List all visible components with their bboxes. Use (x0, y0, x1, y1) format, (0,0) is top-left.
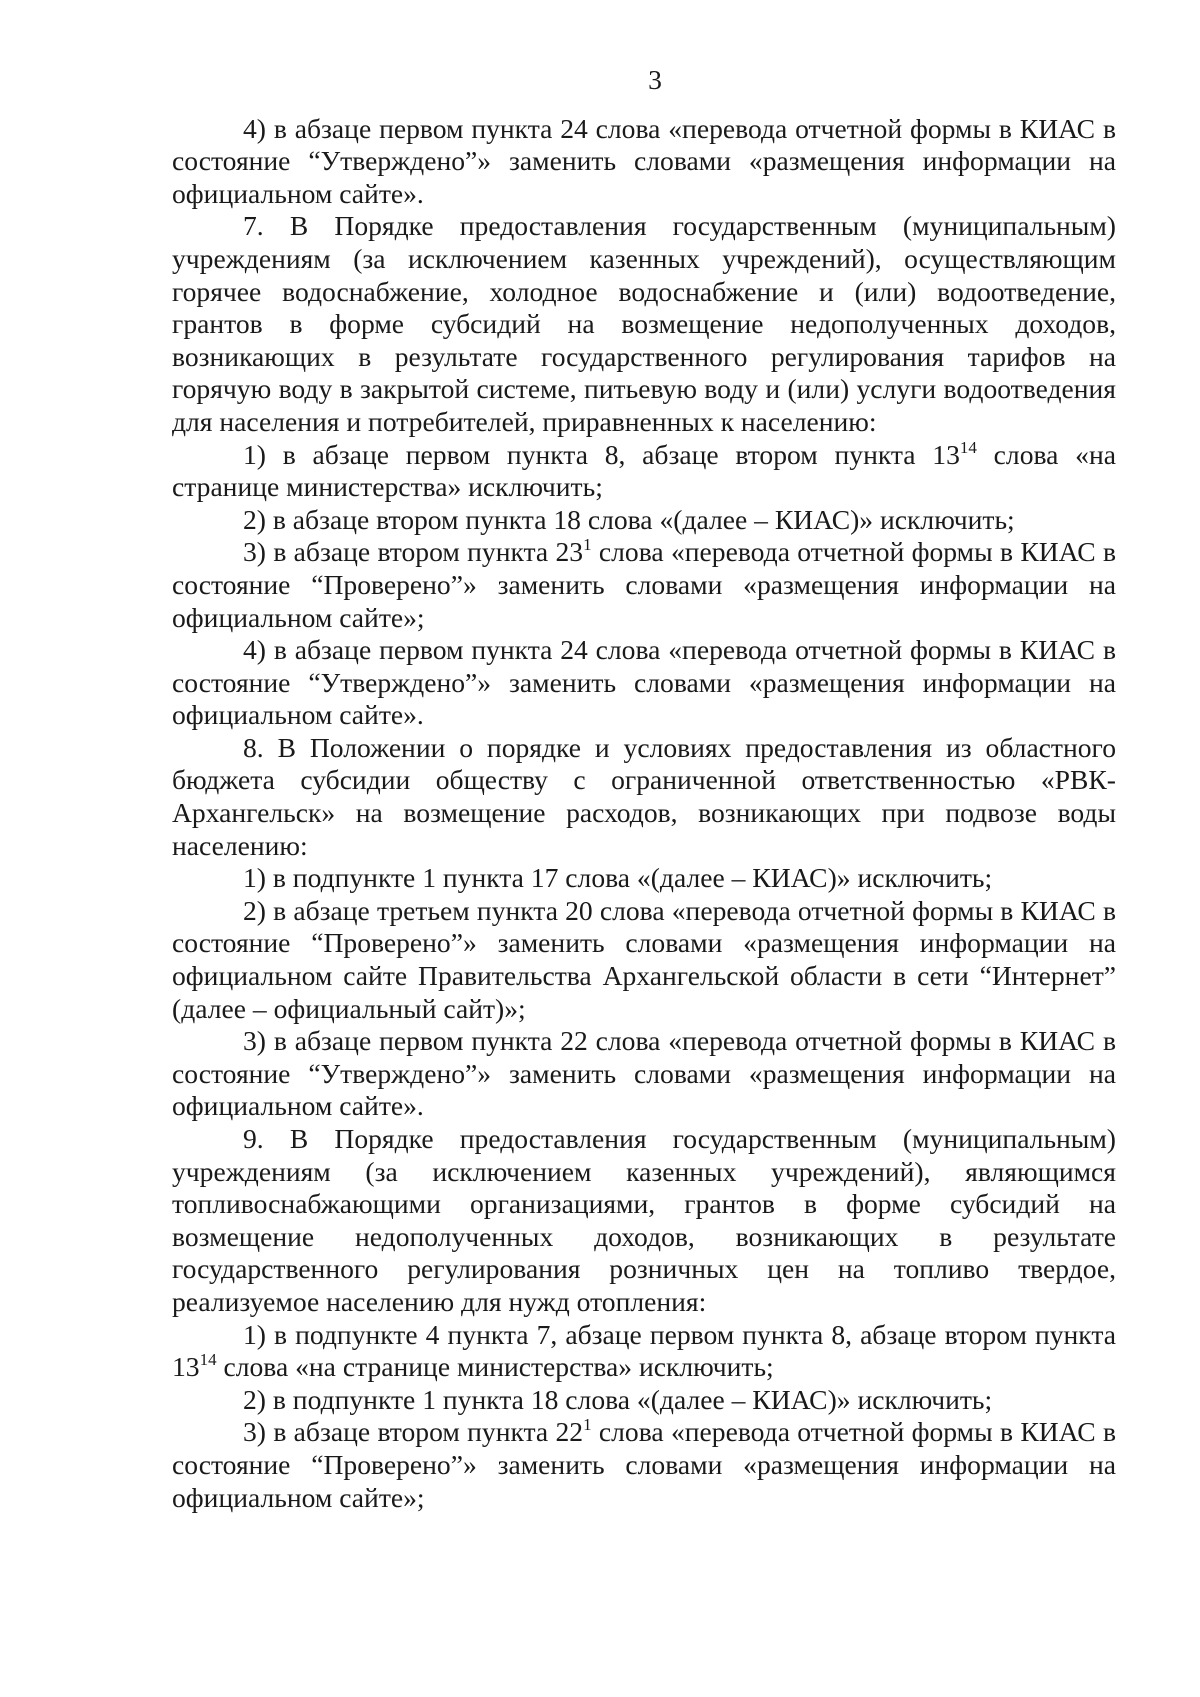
superscript: 1 (583, 535, 592, 555)
paragraph-7-item-4: 4) в абзаце первом пункта 24 слова «перевода отчетной формы в КИАС в состояние “Утверждено”» заменить словами «размещения информации на официальном сайте». (172, 634, 1116, 731)
paragraph-7-item-1 (172, 439, 1116, 504)
paragraph-8-item-3: 3) в абзаце первом пункта 22 слова «перевода отчетной формы в КИАС в состояние “Утверждено”» заменить словами «размещения информации на официальном сайте». (172, 1025, 1116, 1122)
text-fragment: 3) в абзаце втором пункта 22 (243, 1416, 584, 1448)
paragraph-section-8: 8. В Положении о порядке и условиях предоставления из областного бюджета субсидии обществу с ограниченной ответственностью «РВК-Архангельск» на возмещение расходов, возникающих при подвозе воды населению: (172, 731, 1116, 861)
text-fragment: 1) в подпункте 4 пункта 7, абзаце первом пункта 8, абзаце втором пункта 13 (172, 1318, 1116, 1383)
paragraph-9-item-1 (172, 1319, 1116, 1384)
text-fragment: слова «на странице министерства» исключить; (216, 1351, 774, 1383)
superscript: 14 (959, 437, 977, 457)
paragraph-7-item-4-prev: 4) в абзаце первом пункта 24 слова «перевода отчетной формы в КИАС в состояние “Утверждено”» заменить словами «размещения информации на официальном сайте». (172, 112, 1116, 209)
paragraph-section-7: 7. В Порядке предоставления государственным (муниципальным) учреждениям (за исключением казенных учреждений), осуществляющим горячее водоснабжение, холодное водоснабжение и (или) водоотведение, грантов в форме субсидий на возмещение недополученных доходов, возникающих в результате государственного регулирования тарифов на горячую воду в закрытой системе, питьевую воду и (или) услуги водоотведения для населения и потребителей, приравненных к населению: (172, 210, 1116, 437)
paragraph-8-item-2: 2) в абзаце третьем пункта 20 слова «перевода отчетной формы в КИАС в состояние “Проверено”» заменить словами «размещения информации на официальном сайте Правительства Архангельской области в сети “Интернет” (далее – официальный сайт)»; (172, 894, 1116, 1024)
text-fragment: слова «на странице министерства» исключить; (172, 438, 1116, 503)
text-fragment: 3) в абзаце втором пункта 23 (243, 536, 584, 568)
superscript: 1 (583, 1415, 592, 1435)
page-number: 3 (648, 64, 662, 95)
paragraph-7-item-3 (172, 536, 1116, 634)
paragraph-section-9: 9. В Порядке предоставления государственным (муниципальным) учреждениям (за исключением казенных учреждений), являющимся топливоснабжающими организациями, грантов в форме субсидий на возмещение недополученных доходов, возникающих в результате государственного регулирования розничных цен на топливо твердое, реализуемое населению для нужд отопления: (172, 1123, 1116, 1317)
paragraph-9-item-2: 2) в подпункте 1 пункта 18 слова «(далее – КИАС)» исключить; (243, 1383, 993, 1415)
text-fragment: 1) в абзаце первом пункта 8, абзаце втором пункта 13 (243, 438, 960, 470)
text-fragment: слова «перевода отчетной формы в КИАС в состояние “Проверено”» заменить словами «размещения информации на официальном сайте»; (172, 1416, 1116, 1513)
paragraph-9-item-3 (172, 1416, 1116, 1514)
paragraph-8-item-1: 1) в подпункте 1 пункта 17 слова «(далее – КИАС)» исключить; (243, 862, 993, 894)
superscript: 14 (199, 1350, 217, 1370)
paragraph-7-item-2: 2) в абзаце втором пункта 18 слова «(далее – КИАС)» исключить; (243, 503, 1015, 535)
text-fragment: слова «перевода отчетной формы в КИАС в состояние “Проверено”» заменить словами «размещения информации на официальном сайте»; (172, 536, 1116, 633)
